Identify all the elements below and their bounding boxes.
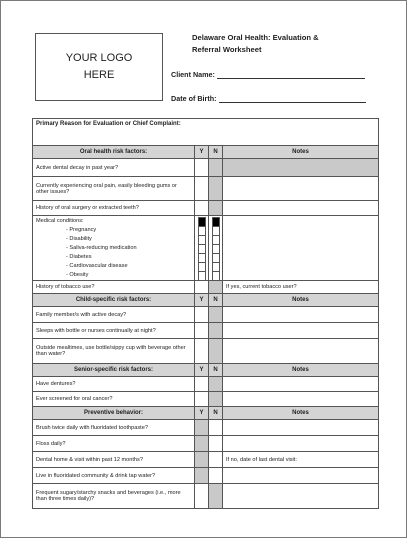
question-label: Brush twice daily with fluoridated toothpaste? [33, 420, 195, 436]
no-checkbox[interactable] [213, 253, 220, 262]
notes-cell[interactable] [223, 392, 379, 407]
no-checkbox[interactable] [213, 226, 220, 235]
no-checkbox[interactable] [209, 339, 223, 364]
no-checkbox[interactable] [209, 436, 223, 452]
no-checkbox[interactable] [209, 420, 223, 436]
dob-label: Date of Birth: [171, 94, 217, 103]
yes-checkbox[interactable] [195, 323, 209, 339]
title-line1: Delaware Oral Health: Evaluation & [192, 33, 319, 42]
child-section-title: Child-specific risk factors: [33, 294, 195, 307]
col-n: N [209, 146, 223, 159]
table-row [33, 307, 379, 323]
dob-field[interactable] [171, 94, 366, 103]
medical-conditions-list [36, 226, 191, 280]
no-checkbox[interactable] [209, 159, 223, 177]
yes-checkbox[interactable] [195, 420, 209, 436]
yes-checkbox[interactable] [195, 436, 209, 452]
no-checkbox[interactable] [213, 235, 220, 244]
col-y: Y [195, 294, 209, 307]
oral-section-title: Oral health risk factors: [33, 146, 195, 159]
no-checkbox[interactable] [209, 323, 223, 339]
col-n: N [209, 294, 223, 307]
no-checkbox[interactable] [209, 468, 223, 484]
medical-no-column [209, 216, 223, 281]
table-row [33, 323, 379, 339]
medical-item: - Saliva-reducing medication [66, 245, 137, 251]
notes-cell[interactable] [223, 307, 379, 323]
no-checkbox[interactable] [209, 201, 223, 216]
yes-checkbox[interactable] [195, 201, 209, 216]
yes-checkbox[interactable] [199, 262, 206, 271]
table-row [33, 339, 379, 364]
no-checkbox[interactable] [213, 244, 220, 253]
yes-checkbox[interactable] [199, 235, 206, 244]
table-row [33, 159, 379, 177]
table-row [33, 436, 379, 452]
medical-no-header-black [213, 217, 220, 226]
question-label: Floss daily? [33, 436, 195, 452]
child-header-row [33, 294, 379, 307]
no-checkbox[interactable] [209, 281, 223, 294]
notes-cell[interactable] [223, 420, 379, 436]
table-row [33, 201, 379, 216]
table-row [33, 452, 379, 468]
yes-checkbox[interactable] [195, 177, 209, 201]
chief-complaint-label: Primary Reason for Evaluation or Chief Complaint: [36, 121, 181, 127]
notes-cell[interactable] [223, 468, 379, 484]
client-name-label: Client Name: [171, 70, 215, 79]
no-checkbox[interactable] [213, 271, 220, 280]
logo-placeholder [35, 33, 163, 101]
no-checkbox[interactable] [213, 262, 220, 271]
yes-checkbox[interactable] [195, 159, 209, 177]
table-row [33, 420, 379, 436]
medical-item: - Obesity [66, 272, 89, 278]
senior-section-title: Senior-specific risk factors: [33, 364, 195, 377]
medical-item: - Pregnancy [66, 227, 97, 233]
col-notes: Notes [223, 364, 379, 377]
yes-checkbox[interactable] [195, 281, 209, 294]
yes-checkbox[interactable] [195, 392, 209, 407]
no-checkbox[interactable] [209, 484, 223, 509]
notes-cell[interactable] [223, 339, 379, 364]
page-title [192, 32, 392, 56]
question-label: Currently experiencing oral pain, easily bleeding gums or other issues? [33, 177, 195, 201]
yes-checkbox[interactable] [195, 339, 209, 364]
no-checkbox[interactable] [209, 177, 223, 201]
yes-checkbox[interactable] [199, 244, 206, 253]
no-checkbox[interactable] [209, 377, 223, 392]
medical-conditions-cell [33, 216, 195, 281]
table-row [33, 468, 379, 484]
notes-cell[interactable] [223, 377, 379, 392]
logo-text-line2: HERE [83, 69, 115, 81]
yes-checkbox[interactable] [195, 484, 209, 509]
yes-checkbox[interactable] [199, 271, 206, 280]
question-label: Dental home & visit within past 12 months? [33, 452, 195, 468]
preventive-header-row [33, 407, 379, 420]
table-row [33, 177, 379, 201]
title-line2: Referral Worksheet [192, 45, 262, 54]
question-label: Outside mealtimes, use bottle/sippy cup with beverage other than water? [33, 339, 195, 364]
col-n: N [209, 364, 223, 377]
dental-visit-note[interactable]: If no, date of last dental visit: [223, 452, 379, 468]
question-label: Ever screened for oral cancer? [33, 392, 195, 407]
yes-checkbox[interactable] [195, 452, 209, 468]
chief-complaint-cell[interactable] [33, 119, 379, 146]
yes-checkbox[interactable] [199, 253, 206, 262]
no-checkbox[interactable] [209, 392, 223, 407]
question-label: Sleeps with bottle or nurses continually at night? [33, 323, 195, 339]
no-checkbox[interactable] [209, 452, 223, 468]
senior-header-row [33, 364, 379, 377]
medical-item: - Diabetes [66, 254, 92, 260]
notes-cell[interactable] [223, 177, 379, 201]
preventive-section-title: Preventive behavior: [33, 407, 195, 420]
notes-cell[interactable] [223, 323, 379, 339]
dob-line[interactable] [219, 94, 366, 103]
table-row [33, 377, 379, 392]
col-y: Y [195, 407, 209, 420]
tobacco-note[interactable]: If yes, current tobacco user? [223, 281, 379, 294]
question-label: Live in fluoridated community & drink tap water? [33, 468, 195, 484]
no-checkbox[interactable] [209, 307, 223, 323]
question-label: Frequent sugary/starchy snacks and beverages (i.e., more than three times daily)? [33, 484, 195, 509]
col-y: Y [195, 146, 209, 159]
yes-checkbox[interactable] [199, 226, 206, 235]
logo-text-line1: YOUR LOGO [65, 52, 133, 64]
medical-yes-header-black [199, 217, 206, 226]
client-name-field[interactable] [171, 70, 365, 79]
question-label: History of oral surgery or extracted teeth? [33, 201, 195, 216]
col-notes: Notes [223, 146, 379, 159]
table-row [33, 392, 379, 407]
medical-conditions-label: Medical conditions: [36, 218, 84, 224]
col-y: Y [195, 364, 209, 377]
question-label: Have dentures? [33, 377, 195, 392]
notes-cell[interactable] [223, 436, 379, 452]
medical-conditions-row [33, 216, 379, 281]
notes-cell [223, 159, 379, 177]
yes-checkbox[interactable] [195, 307, 209, 323]
question-label: Active dental decay in past year? [33, 159, 195, 177]
medical-item: - Cardiovascular disease [66, 263, 128, 269]
yes-checkbox[interactable] [195, 377, 209, 392]
table-row [33, 484, 379, 509]
table-row [33, 281, 379, 294]
col-notes: Notes [223, 407, 379, 420]
question-label: History of tobacco use? [33, 281, 195, 294]
client-name-line[interactable] [217, 70, 365, 79]
oral-header-row [33, 146, 379, 159]
medical-yes-column [195, 216, 209, 281]
yes-checkbox[interactable] [195, 468, 209, 484]
notes-cell[interactable] [223, 484, 379, 509]
question-label: Family member/s with active decay? [33, 307, 195, 323]
medical-item: - Disability [66, 236, 92, 242]
worksheet-table [32, 118, 379, 509]
col-notes: Notes [223, 294, 379, 307]
notes-cell[interactable] [223, 201, 379, 216]
notes-cell[interactable] [223, 216, 379, 281]
col-n: N [209, 407, 223, 420]
